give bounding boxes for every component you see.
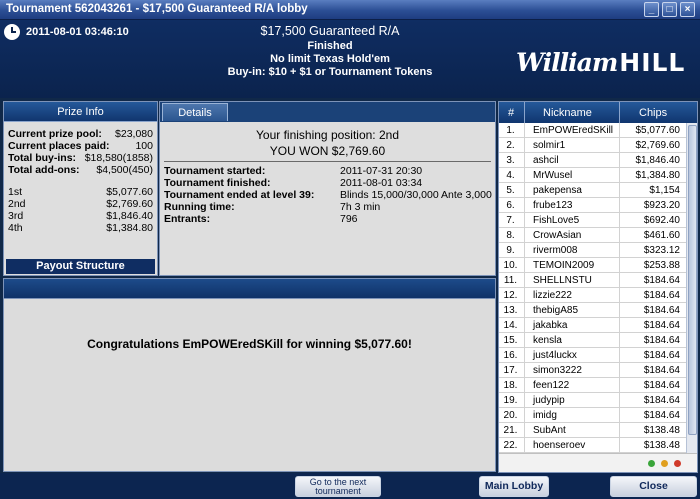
row-number: 14. xyxy=(503,320,518,331)
column-divider xyxy=(524,168,525,183)
tournament-summary xyxy=(180,24,480,79)
prize-info-panel xyxy=(3,101,158,276)
prize-row: Total add-ons: $4,500(450) xyxy=(8,164,153,176)
message-header-bar xyxy=(3,278,496,299)
column-divider xyxy=(524,393,525,408)
player-chips: $923.20 xyxy=(643,200,680,211)
column-divider xyxy=(619,318,620,333)
close-button[interactable]: Close xyxy=(610,476,697,497)
player-nickname: kensla xyxy=(533,335,562,346)
column-divider xyxy=(524,273,525,288)
player-chips: $184.64 xyxy=(643,380,680,391)
column-divider xyxy=(619,273,620,288)
table-row[interactable] xyxy=(499,288,686,303)
row-number: 8. xyxy=(506,230,515,241)
detail-row: Entrants: 796 xyxy=(164,213,358,225)
table-row[interactable] xyxy=(499,318,686,333)
col-header-number[interactable]: # xyxy=(508,107,515,119)
player-chips: $184.64 xyxy=(643,290,680,301)
column-divider xyxy=(524,303,525,318)
row-number: 9. xyxy=(506,245,515,256)
row-number: 19. xyxy=(503,395,518,406)
table-row[interactable] xyxy=(499,393,686,408)
row-number: 12. xyxy=(503,290,518,301)
row-number: 3. xyxy=(506,155,515,166)
column-divider xyxy=(619,408,620,423)
table-row[interactable] xyxy=(499,363,686,378)
player-chips: $2,769.60 xyxy=(635,140,680,151)
col-header-nickname[interactable]: Nickname xyxy=(543,107,592,119)
congratulations-message: Congratulations EmPOWEredSKill for winning $5,077.60! xyxy=(87,337,412,351)
detail-row: Tournament finished: 2011-08-01 03:34 xyxy=(164,177,423,189)
player-nickname: pakepensa xyxy=(533,185,582,196)
column-divider xyxy=(619,303,620,318)
player-chips: $184.64 xyxy=(643,320,680,331)
column-divider xyxy=(524,408,525,423)
logo-block-text: HILL xyxy=(619,48,686,77)
player-nickname: hoenseroev xyxy=(533,440,586,451)
player-nickname: MrWusel xyxy=(533,170,573,181)
player-nickname: jakabka xyxy=(533,320,568,331)
row-number: 18. xyxy=(503,380,518,391)
column-divider xyxy=(524,258,525,273)
column-divider xyxy=(619,123,620,138)
player-chips: $138.48 xyxy=(643,425,680,436)
game-type: No limit Texas Hold'em xyxy=(270,53,390,65)
column-divider xyxy=(619,363,620,378)
player-chips: $461.60 xyxy=(643,230,680,241)
player-chips: $323.12 xyxy=(643,245,680,256)
player-nickname: simon3222 xyxy=(533,365,582,376)
player-nickname: SubAnt xyxy=(533,425,566,436)
row-number: 6. xyxy=(506,200,515,211)
column-divider xyxy=(619,393,620,408)
lobby-header xyxy=(0,20,700,98)
table-row[interactable] xyxy=(499,183,686,198)
player-chips: $253.88 xyxy=(643,260,680,271)
row-number: 20. xyxy=(503,410,518,421)
payout-structure-button[interactable]: Payout Structure xyxy=(6,259,155,274)
results-scrollbar[interactable] xyxy=(686,123,697,453)
column-divider xyxy=(619,288,620,303)
column-divider xyxy=(524,438,525,453)
column-divider xyxy=(524,198,525,213)
prize-row: Current prize pool: $23,080 xyxy=(8,128,153,140)
column-divider xyxy=(524,183,525,198)
player-nickname: lizzie222 xyxy=(533,290,572,301)
player-nickname: solmir1 xyxy=(533,140,566,151)
table-row[interactable] xyxy=(499,408,686,423)
table-row[interactable] xyxy=(499,258,686,273)
column-divider xyxy=(524,423,525,438)
player-chips: $184.64 xyxy=(643,335,680,346)
current-datetime: 2011-08-01 03:46:10 xyxy=(26,26,129,38)
column-divider xyxy=(524,123,525,138)
window-title: Tournament 562043261 - $17,500 Guaranteed R/A lobby xyxy=(6,3,308,15)
table-row[interactable] xyxy=(499,198,686,213)
table-row[interactable] xyxy=(499,378,686,393)
table-row[interactable] xyxy=(499,333,686,348)
tab-details[interactable]: Details xyxy=(162,103,228,121)
column-divider xyxy=(619,333,620,348)
player-nickname: TEMOIN2009 xyxy=(533,260,595,271)
message-area xyxy=(3,299,496,472)
winnings: YOU WON $2,769.60 xyxy=(269,144,386,158)
table-row[interactable] xyxy=(499,438,686,453)
player-chips: $184.64 xyxy=(643,350,680,361)
table-row[interactable] xyxy=(499,153,686,168)
results-list xyxy=(499,123,686,453)
row-number: 4. xyxy=(506,170,515,181)
player-nickname: FishLove5 xyxy=(533,215,580,226)
column-divider xyxy=(524,363,525,378)
player-nickname: ashcil xyxy=(533,155,559,166)
column-divider xyxy=(524,318,525,333)
table-row[interactable] xyxy=(499,273,686,288)
column-divider xyxy=(524,102,525,123)
column-divider xyxy=(619,348,620,363)
status-dot-yellow xyxy=(661,460,668,467)
player-chips: $184.64 xyxy=(643,365,680,376)
player-nickname: frube123 xyxy=(533,200,573,211)
player-nickname: feen122 xyxy=(533,380,570,391)
table-row[interactable] xyxy=(499,138,686,153)
status-dot-green xyxy=(648,460,655,467)
row-number: 2. xyxy=(506,140,515,151)
table-row[interactable] xyxy=(499,228,686,243)
column-divider xyxy=(619,183,620,198)
column-divider xyxy=(524,213,525,228)
column-divider xyxy=(619,153,620,168)
prize-row: Current places paid: 100 xyxy=(8,140,153,152)
prize-row: Total buy-ins: $18,580(1858) xyxy=(8,152,153,164)
logo-script-text: William xyxy=(516,48,618,77)
row-number: 10. xyxy=(503,260,518,271)
william-hill-logo xyxy=(516,48,692,88)
column-divider xyxy=(524,243,525,258)
column-divider xyxy=(524,138,525,153)
buy-in: Buy-in: $10 + $1 or Tournament Tokens xyxy=(227,66,433,78)
player-nickname: just4luckx xyxy=(533,350,577,361)
clock-icon xyxy=(4,24,20,40)
column-divider xyxy=(524,228,525,243)
row-number: 16. xyxy=(503,350,518,361)
column-divider xyxy=(524,288,525,303)
window-close-button[interactable]: × xyxy=(680,2,695,17)
column-divider xyxy=(619,102,620,123)
player-nickname: imidg xyxy=(533,410,557,421)
column-divider xyxy=(619,138,620,153)
prize-info-tab[interactable]: Prize Info xyxy=(4,102,157,122)
player-nickname: CrowAsian xyxy=(533,230,582,241)
detail-row: Tournament started: 2011-07-31 20:30 xyxy=(164,165,423,177)
player-nickname: thebigA85 xyxy=(533,305,579,316)
status-dot-red xyxy=(674,460,681,467)
player-chips: $1,154 xyxy=(649,185,680,196)
column-divider xyxy=(619,378,620,393)
next-tournament-button[interactable] xyxy=(295,476,381,497)
column-divider xyxy=(524,378,525,393)
tournament-status: Finished xyxy=(307,40,353,52)
table-row[interactable] xyxy=(499,168,686,183)
minimize-button[interactable]: _ xyxy=(644,2,659,17)
results-table xyxy=(498,101,698,473)
results-header xyxy=(499,102,697,123)
details-panel xyxy=(159,101,496,276)
column-divider xyxy=(619,228,620,243)
place-row: 3rd $1,846.40 xyxy=(8,210,153,222)
row-number: 13. xyxy=(503,305,518,316)
column-divider xyxy=(524,333,525,348)
row-number: 11. xyxy=(503,275,518,286)
column-divider xyxy=(619,243,620,258)
column-divider xyxy=(524,348,525,363)
main-lobby-button[interactable]: Main Lobby xyxy=(479,476,549,497)
row-number: 15. xyxy=(503,335,518,346)
table-row[interactable] xyxy=(499,123,686,138)
table-row[interactable] xyxy=(499,243,686,258)
player-chips: $692.40 xyxy=(643,215,680,226)
player-chips: $1,846.40 xyxy=(635,155,680,166)
column-divider xyxy=(619,423,620,438)
col-header-chips[interactable]: Chips xyxy=(639,107,668,119)
player-chips: $138.48 xyxy=(643,440,680,451)
player-chips: $1,384.80 xyxy=(635,170,680,181)
table-row[interactable] xyxy=(499,423,686,438)
place-row: 4th $1,384.80 xyxy=(8,222,153,234)
results-footer xyxy=(499,453,697,472)
player-nickname: EmPOWEredSKill xyxy=(533,125,614,136)
table-row[interactable] xyxy=(499,303,686,318)
window-titlebar xyxy=(0,0,700,20)
table-row[interactable] xyxy=(499,348,686,363)
place-row: 2nd $2,769.60 xyxy=(8,198,153,210)
column-divider xyxy=(619,438,620,453)
row-number: 1. xyxy=(506,125,515,136)
table-row[interactable] xyxy=(499,213,686,228)
player-chips: $5,077.60 xyxy=(635,125,680,136)
maximize-button[interactable]: □ xyxy=(662,2,677,17)
details-tabbar xyxy=(160,102,495,122)
row-number: 21. xyxy=(503,425,518,436)
column-divider xyxy=(619,213,620,228)
column-divider xyxy=(619,198,620,213)
detail-row: Running time: 7h 3 min xyxy=(164,201,381,213)
detail-row: Tournament ended at level 39: Blinds 15,000/30,000 Ante 3,000 xyxy=(164,189,492,201)
place-row: 1st $5,077.60 xyxy=(8,186,153,198)
row-number: 7. xyxy=(506,215,515,226)
player-nickname: SHELLNSTU xyxy=(533,275,592,286)
player-nickname: riverm008 xyxy=(533,245,578,256)
details-divider xyxy=(164,161,491,162)
scrollbar-thumb[interactable] xyxy=(688,125,697,435)
player-chips: $184.64 xyxy=(643,410,680,421)
player-chips: $184.64 xyxy=(643,275,680,286)
row-number: 22. xyxy=(503,440,518,451)
row-number: 17. xyxy=(503,365,518,376)
next-tournament-label-line2: tournament xyxy=(315,486,361,496)
finishing-position: Your finishing position: 2nd xyxy=(256,128,399,142)
column-divider xyxy=(619,168,620,183)
player-nickname: judypip xyxy=(533,395,565,406)
row-number: 5. xyxy=(506,185,515,196)
bottom-bar xyxy=(0,473,700,499)
column-divider xyxy=(524,153,525,168)
column-divider xyxy=(619,258,620,273)
player-chips: $184.64 xyxy=(643,395,680,406)
player-chips: $184.64 xyxy=(643,305,680,316)
tournament-name: $17,500 Guaranteed R/A xyxy=(260,24,400,38)
next-tournament-label-line1: Go to the next xyxy=(309,477,367,487)
